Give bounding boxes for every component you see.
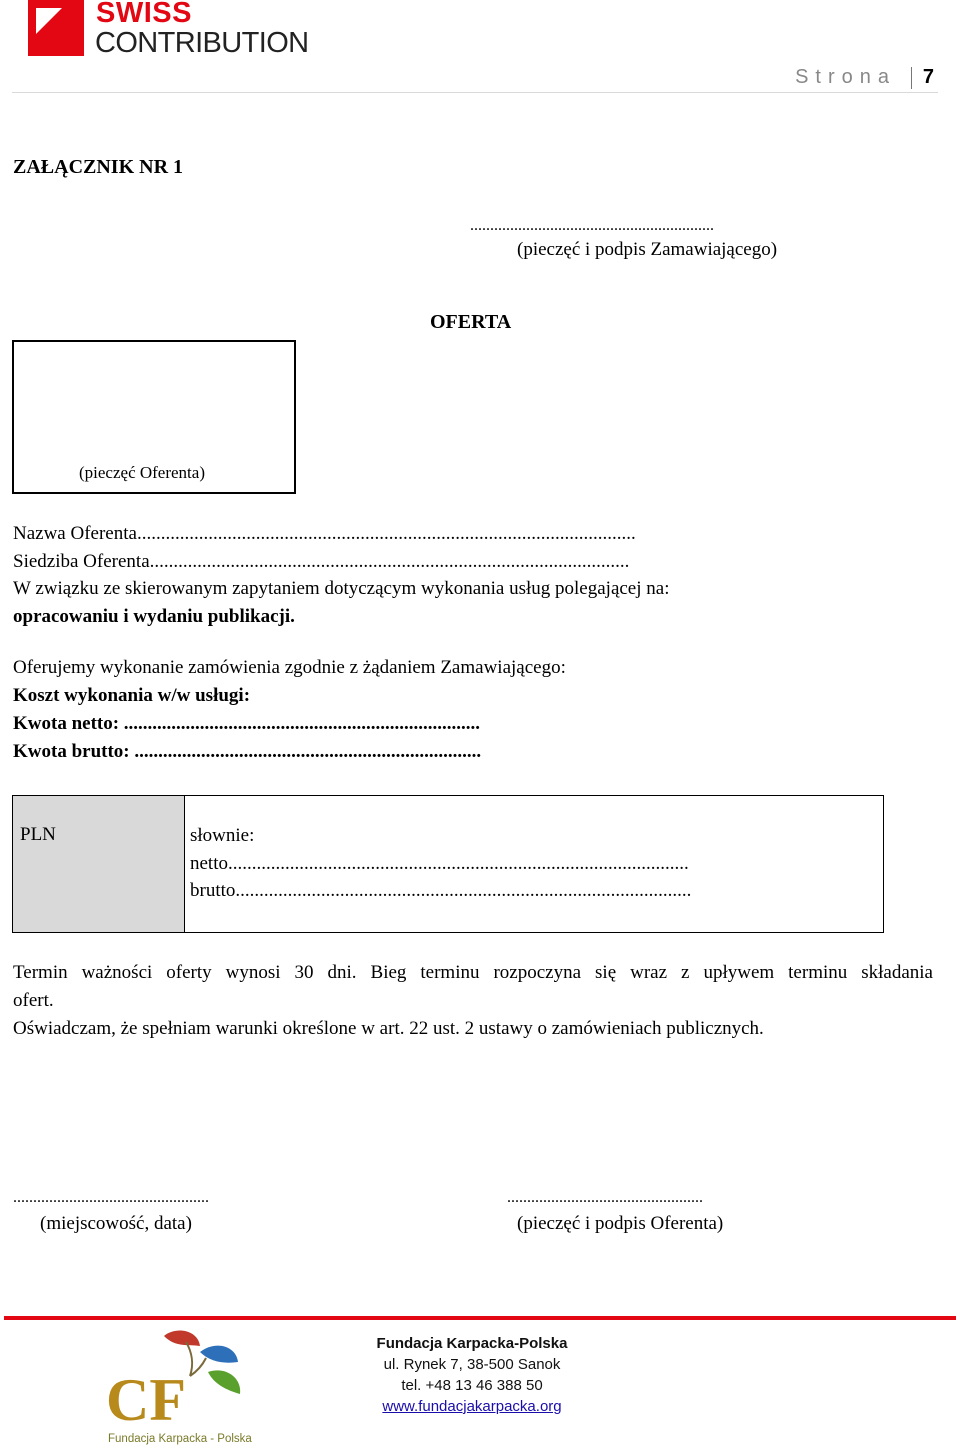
swiss-contribution-logo-icon [28,0,84,56]
gross-words-line: brutto................................................................................................ [190,880,692,901]
logo-contribution-text: CONTRIBUTION [95,27,309,59]
price-currency: PLN [20,824,56,845]
validity-text-line2: ofert. [13,990,54,1011]
logo-swiss-text: SWISS [96,0,192,29]
offer-heading: OFERTA [430,311,512,333]
gross-amount-line: Kwota brutto: ......................................................................... [13,741,482,762]
fundacja-karpacka-logo-icon [96,1328,276,1448]
validity-text-line1: Termin ważności oferty wynosi 30 dni. Bieg terminu rozpoczyna się wraz z upływem terminu składania [13,962,933,983]
footer-phone: tel. +48 13 46 388 50 [401,1377,543,1394]
attachment-title: ZAŁĄCZNIK NR 1 [13,156,184,178]
place-date-label: (miejscowość, data) [40,1213,192,1234]
footer-contact [362,1333,582,1417]
bidder-seat-line: Siedziba Oferenta..................................................................................................... [13,551,630,572]
net-amount-line: Kwota netto: ........................................................................... [13,713,481,734]
offer-statement: Oferujemy wykonanie zamówienia zgodnie z żądaniem Zamawiającego: [13,657,566,678]
footer-org-name: Fundacja Karpacka-Polska [376,1335,568,1352]
header-divider [12,92,938,93]
page-number-separator [911,67,912,89]
ordering-signature-line: ............................................................. [470,217,714,234]
footer-website-link[interactable]: www.fundacjakarpacka.org [382,1398,562,1415]
ordering-signature-label: (pieczęć i podpis Zamawiającego) [517,239,778,260]
bidder-name-line: Nazwa Oferenta......................................................................................................... [13,523,636,544]
page-label: Strona [795,66,896,88]
service-description: opracowaniu i wydaniu publikacji. [13,606,295,627]
footer-address: ul. Rynek 7, 38-500 Sanok [383,1356,561,1373]
declaration-text: Oświadczam, że spełniam warunki określone w art. 22 ust. 2 ustawy o zamówieniach publicznych. [13,1018,764,1039]
footer-divider [4,1316,956,1320]
logo-letters: CF [106,1367,186,1433]
price-currency-cell [13,796,185,932]
price-words-label: słownie: [190,825,255,846]
page-number: 7 [922,66,934,88]
cost-heading: Koszt wykonania w/w usługi: [13,685,251,706]
bidder-signature-line: ................................................. [507,1189,703,1206]
net-words-line: netto................................................................................................. [190,853,689,874]
place-date-line: ................................................. [13,1189,209,1206]
logo-caption: Fundacja Karpacka - Polska [108,1433,252,1445]
bidder-stamp-label: (pieczęć Oferenta) [79,463,205,482]
bidder-signature-label: (pieczęć i podpis Oferenta) [517,1213,724,1234]
intro-text: W związku ze skierowanym zapytaniem dotyczącym wykonania usług polegającej na: [13,578,670,599]
